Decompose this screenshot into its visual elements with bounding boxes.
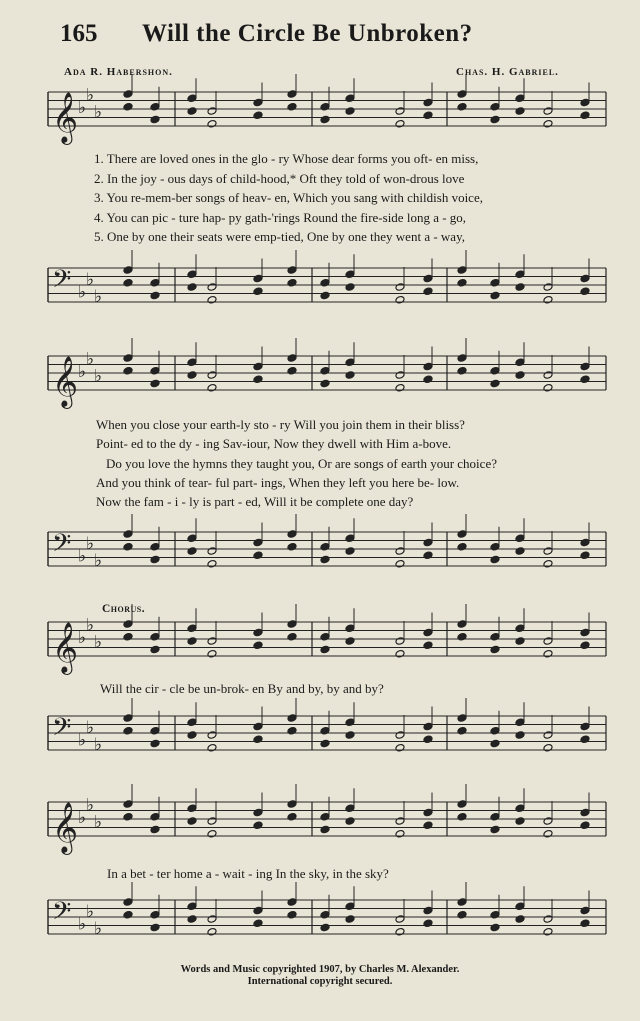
chorus-line-2: In a bet - ter home a - wait - ing In the sky, in the sky?	[107, 866, 389, 881]
verse-line-2: Point- ed to the dy - ing Sav-iour, Now they dwell with Him a-bove.	[96, 436, 452, 451]
verse-line-4: And you think of tear- ful part- ings, When they left you here be- low.	[96, 475, 460, 490]
bass-clef-icon: 𝄢	[52, 897, 72, 932]
verse-line-1: When you close your earth-ly sto - ry Will you join them in their bliss?	[96, 417, 465, 432]
copyright-line-2: International copyright secured.	[247, 976, 393, 987]
treble-clef-icon: 𝄞	[52, 92, 79, 143]
verse-line-3: Do you love the hymns they taught you, Or are songs of earth your choice?	[106, 456, 497, 471]
flat-icon: ♭	[78, 730, 87, 751]
flat-icon: ♭	[94, 734, 103, 755]
verse-line-2: 2. In the joy - ous days of child-hood,* Oft they told of won-drous love	[94, 171, 465, 186]
flat-icon: ♭	[78, 362, 87, 382]
composer-credit: Chas. H. Gabriel.	[456, 66, 559, 78]
treble-clef-icon: 𝄞	[52, 622, 79, 673]
copyright-notice	[0, 964, 640, 988]
verse-line-4: 4. You can pic - ture hap- py gath-'rings Round the fire-side long a - go,	[94, 210, 467, 225]
verse-line-1: 1. There are loved ones in the glo - ry Whose dear forms you oft- en miss,	[94, 151, 479, 166]
flat-icon: ♭	[86, 901, 95, 922]
flat-icon: ♭	[94, 632, 103, 653]
verse-line-5: 5. One by one their seats were emp-tied, One by one they went a - way,	[94, 229, 465, 244]
flat-icon: ♭	[78, 98, 87, 118]
lyricist-credit: Ada R. Habershon.	[64, 66, 173, 78]
flat-icon: ♭	[86, 717, 95, 738]
flat-icon: ♭	[94, 366, 103, 387]
flat-icon: ♭	[86, 349, 95, 370]
flat-icon: ♭	[86, 615, 95, 636]
bass-clef-icon: 𝄢	[52, 529, 72, 564]
verse-line-3: 3. You re-mem-ber songs of heav- en, Which you sang with childish voice,	[94, 190, 483, 205]
treble-clef-icon: 𝄞	[52, 802, 79, 853]
copyright-line: Words and Music copyrighted 1907, by Charles M. Alexander.	[180, 964, 460, 975]
treble-clef-icon: 𝄞	[52, 356, 79, 407]
chorus-line-1: Will the cir - cle be un-brok- en By and by, by and by?	[100, 681, 384, 696]
flat-icon: ♭	[86, 85, 95, 106]
bass-clef-icon: 𝄢	[52, 265, 72, 300]
verse-line-5: Now the fam - i - ly is part - ed, Will it be complete one day?	[96, 494, 414, 509]
flat-icon: ♭	[78, 914, 87, 935]
flat-icon: ♭	[86, 533, 95, 554]
flat-icon: ♭	[86, 269, 95, 290]
flat-icon: ♭	[86, 795, 95, 816]
flat-icon: ♭	[94, 812, 103, 833]
flat-icon: ♭	[78, 628, 87, 648]
hymn-number: 165	[60, 20, 98, 47]
chorus-label: Chorus.	[102, 603, 146, 615]
flat-icon: ♭	[94, 918, 103, 939]
note-heads	[123, 882, 590, 936]
bass-clef-icon: 𝄢	[52, 713, 72, 748]
flat-icon: ♭	[94, 550, 103, 571]
flat-icon: ♭	[78, 808, 87, 828]
flat-icon: ♭	[78, 546, 87, 567]
flat-icon: ♭	[94, 286, 103, 307]
flat-icon: ♭	[78, 282, 87, 303]
flat-icon: ♭	[94, 102, 103, 123]
hymn-title: Will the Circle Be Unbroken?	[142, 20, 473, 47]
